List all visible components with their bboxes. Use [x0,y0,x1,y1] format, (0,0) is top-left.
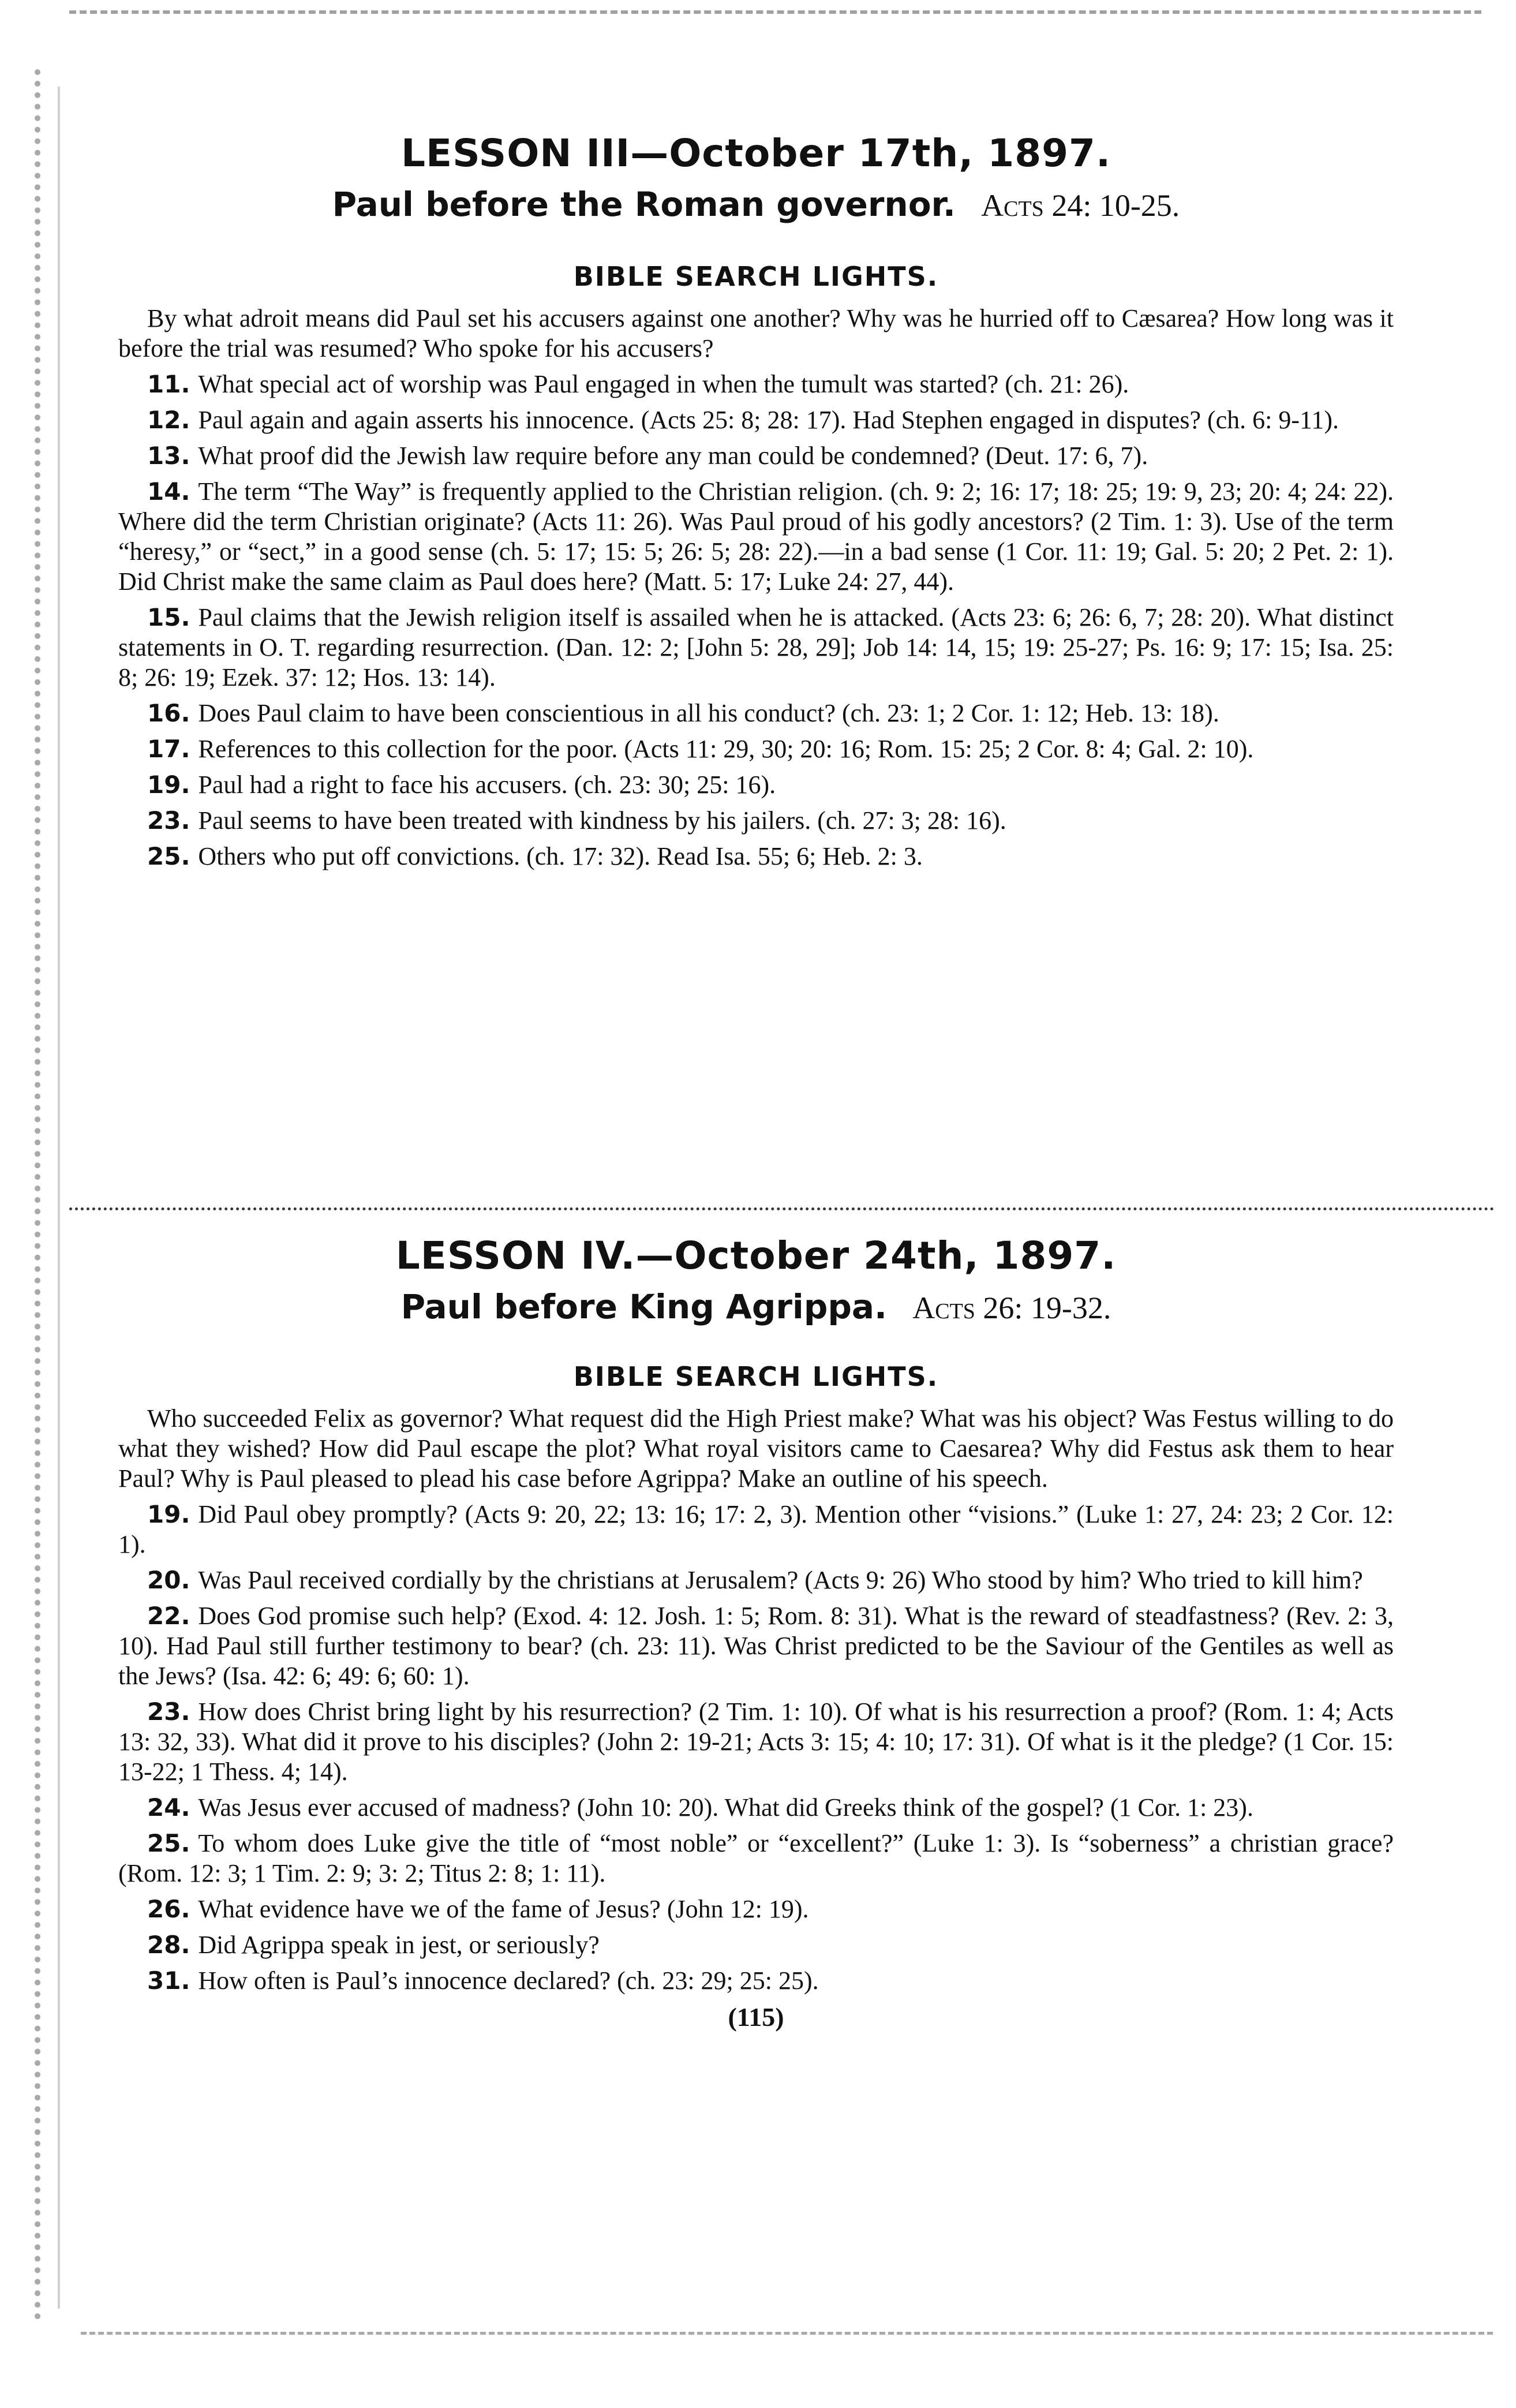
question-number: 17. [147,735,190,764]
question-item [118,1697,1394,1787]
question-text: Paul claims that the Jewish religion itself is assailed when he is attacked. (Acts 23: 6; 26: 6, 7; 28: 20). What distinct statements in O. T. regarding resurrection. (Dan. 12: 2; [John 5: 28, 29]; Job 14: 14, 15; 19: 25-27; Ps. 16: 9; 17: 15; Isa. 25: 8; 26: 19; Ezek. 37: 12; Hos. 13: 14). [118,603,1394,692]
question-text: What special act of worship was Paul engaged in when the tumult was started? (ch. 21: 26). [198,370,1129,399]
question-item [118,842,1394,872]
question-item [118,806,1394,836]
lesson-reference: Acts 26: 19-32. [912,1290,1111,1325]
lesson-divider [69,1207,1495,1210]
question-number: 31. [147,1966,190,1995]
page-edge-bottom [81,2332,1493,2335]
question-list [118,369,1394,872]
question-list [118,1500,1394,1996]
question-text: What proof did the Jewish law require before any man could be condemned? (Deut. 17: 6, 7). [198,442,1148,470]
question-item [118,1565,1394,1595]
question-number: 28. [147,1931,190,1960]
question-item [118,603,1394,693]
question-text: Others who put off convictions. (ch. 17: 32). Read Isa. 55; 6; Heb. 2: 3. [198,842,923,871]
question-item [118,1793,1394,1823]
question-item [118,1930,1394,1960]
question-item [118,369,1394,399]
question-item [118,1894,1394,1924]
question-number: 20. [147,1566,190,1595]
question-text: Paul seems to have been treated with kindness by his jailers. (ch. 27: 3; 28: 16). [198,806,1006,835]
lesson-4 [118,1235,1394,2032]
question-item [118,441,1394,471]
lesson-title: LESSON III—October 17th, 1897. [400,131,1111,175]
lesson-title: LESSON IV.—October 24th, 1897. [395,1233,1117,1278]
question-text: How does Christ bring light by his resurrection? (2 Tim. 1: 10). Of what is his resurrection a proof? (Rom. 1: 4; Acts 13: 32, 33). What did it prove to his disciples? (John 2: 19-21; Acts 3: 15; 4: 10; 17: 31). Of what is it the pledge? (1 Cor. 15: 13-22; 1 Thess. 4; 14). [118,1697,1394,1786]
question-text: References to this collection for the poor. (Acts 11: 29, 30; 20: 16; Rom. 15: 25; 2 Cor. 8: 4; Gal. 2: 10). [198,735,1254,764]
lesson-subtitle [118,1289,1394,1326]
page-number: (115) [728,2002,784,2032]
question-number: 23. [147,1697,190,1726]
question-text: How often is Paul’s innocence declared? (ch. 23: 29; 25: 25). [198,1966,819,1995]
lesson-intro: By what adroit means did Paul set his accusers against one another? Why was he hurried off to Cæsarea? How long was it before the trial was resumed? Who spoke for his accusers? [118,304,1394,363]
question-item [118,1966,1394,1996]
question-item [118,1601,1394,1691]
question-number: 19. [147,1500,190,1529]
question-text: Does God promise such help? (Exod. 4: 12. Josh. 1: 5; Rom. 8: 31). What is the reward of steadfastness? (Rev. 2: 3, 10). Had Paul still further testimony to bear? (ch. 23: 11). Was Christ predicted to be the Saviour of the Gentiles as well as the Jews? (Isa. 42: 6; 49: 6; 60: 1). [118,1602,1394,1691]
question-number: 25. [147,842,190,871]
section-heading: BIBLE SEARCH LIGHTS. [573,261,939,293]
question-number: 16. [147,699,190,728]
question-text: To whom does Luke give the title of “most noble” or “excellent?” (Luke 1: 3). Is “soberness” a christian grace? (Rom. 12: 3; 1 Tim. 2: 9; 3: 2; Titus 2: 8; 1: 11). [118,1829,1394,1888]
lesson-subtitle [118,186,1394,223]
question-item [118,477,1394,597]
question-number: 12. [147,406,190,435]
question-item [118,405,1394,435]
question-number: 25. [147,1829,190,1858]
question-text: Paul had a right to face his accusers. (ch. 23: 30; 25: 16). [198,771,776,799]
question-text: Does Paul claim to have been conscientious in all his conduct? (ch. 23: 1; 2 Cor. 1: 12; Heb. 13: 18). [198,699,1219,728]
question-item [118,698,1394,728]
question-text: Did Paul obey promptly? (Acts 9: 20, 22; 13: 16; 17: 2, 3). Mention other “visions.” (Luke 1: 27, 24: 23; 2 Cor. 12: 1). [118,1500,1394,1559]
question-number: 14. [147,477,190,506]
lesson-3 [118,133,1394,877]
page-edge-top [69,10,1481,14]
lesson-subtitle-text: Paul before King Agrippa. [400,1287,888,1326]
question-number: 19. [147,771,190,799]
question-text: What evidence have we of the fame of Jesus? (John 12: 19). [198,1895,809,1924]
question-text: Was Paul received cordially by the christians at Jerusalem? (Acts 9: 26) Who stood by him? Who tried to kill him? [198,1566,1363,1595]
page-edge-left-rule [58,87,60,2309]
question-number: 24. [147,1793,190,1822]
question-number: 22. [147,1602,190,1631]
lesson-subtitle-text: Paul before the Roman governor. [332,184,956,224]
question-number: 26. [147,1895,190,1924]
question-number: 15. [147,603,190,632]
lesson-intro: Who succeeded Felix as governor? What request did the High Priest make? What was his object? Was Festus willing to do what they wished? How did Paul escape the plot? What royal visitors came to Caesarea? Why did Festus ask them to hear Paul? Why is Paul pleased to plead his case before Agrippa? Make an outline of his speech. [118,1404,1394,1493]
question-text: Was Jesus ever accused of madness? (John 10: 20). What did Greeks think of the gospel? (1 Cor. 1: 23). [198,1793,1253,1822]
question-text: Paul again and again asserts his innocence. (Acts 25: 8; 28: 17). Had Stephen engaged in disputes? (ch. 6: 9-11). [198,406,1339,435]
question-text: The term “The Way” is frequently applied to the Christian religion. (ch. 9: 2; 16: 17; 18: 25; 19: 9, 23; 20: 4; 24: 22). Where did the term Christian originate? (Acts 11: 26). Was Paul proud of his godly ancestors? (2 Tim. 1: 3). Use of the term “heresy,” or “sect,” in a good sense (ch. 5: 17; 15: 5; 26: 5; 28: 22).—in a bad sense (1 Cor. 11: 19; Gal. 5: 20; 2 Pet. 2: 1). Did Christ make the same claim as Paul does here? (Matt. 5: 17; Luke 24: 27, 44). [118,477,1394,596]
question-item [118,1500,1394,1560]
section-heading: BIBLE SEARCH LIGHTS. [573,1361,939,1393]
lesson-reference: Acts 24: 10-25. [981,188,1180,223]
page-edge-left [35,69,40,2320]
question-item [118,1829,1394,1889]
question-item [118,770,1394,800]
question-text: Did Agrippa speak in jest, or seriously? [198,1931,600,1960]
question-number: 23. [147,806,190,835]
question-number: 11. [147,370,190,399]
question-number: 13. [147,442,190,470]
question-item [118,734,1394,764]
